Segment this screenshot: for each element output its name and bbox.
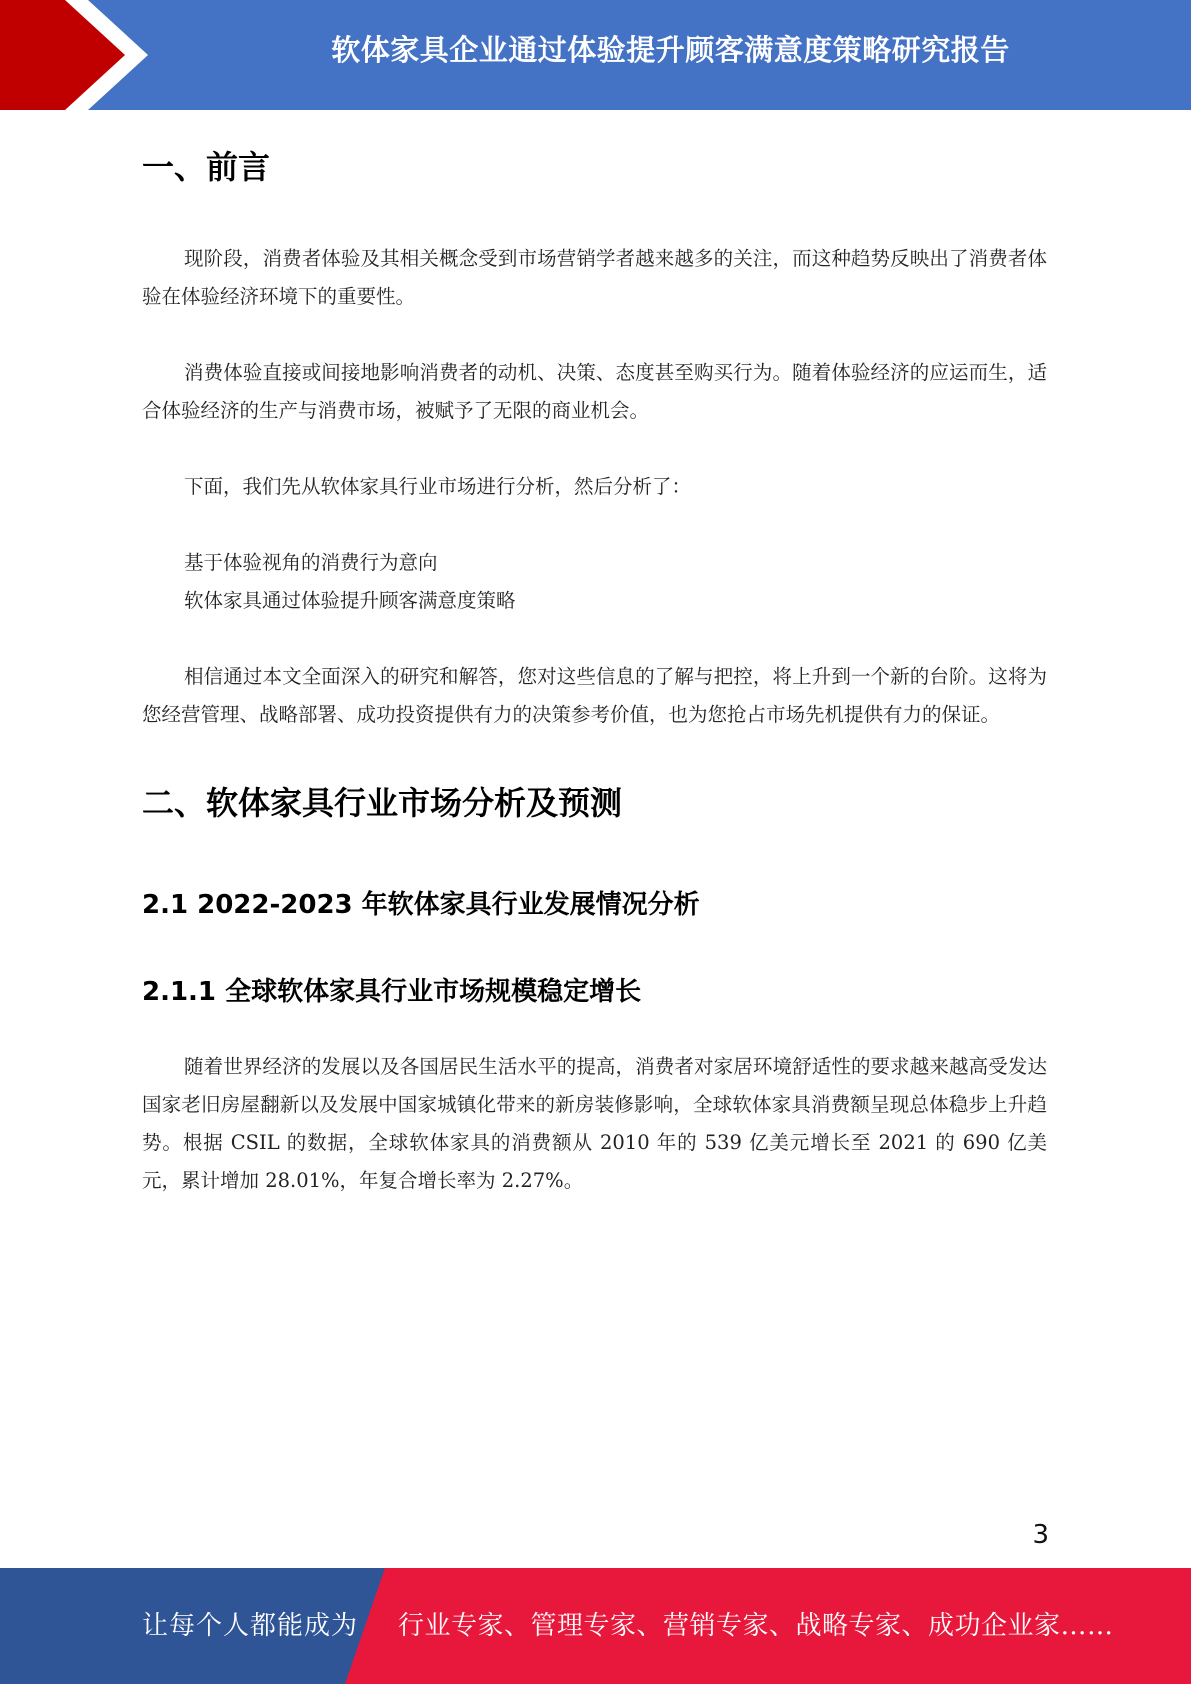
list-item: 软体家具通过体验提升顾客满意度策略 <box>184 589 516 612</box>
list-item: 基于体验视角的消费行为意向 <box>184 551 438 574</box>
paragraph: 相信通过本文全面深入的研究和解答，您对这些信息的了解与把控，将上升到一个新的台阶。这将为您经营管理、战略部署、成功投资提供有力的决策参考价值，也为您抢占市场先机提供有力的保证。 <box>142 665 1047 726</box>
section-heading-market-analysis: 二、软体家具行业市场分析及预测 <box>142 784 623 822</box>
section-heading-preface: 一、前言 <box>142 148 271 186</box>
paragraph: 现阶段，消费者体验及其相关概念受到市场营销学者越来越多的关注，而这种趋势反映出了消费者体验在体验经济环境下的重要性。 <box>142 247 1047 308</box>
header-banner <box>0 0 1191 110</box>
subsection-heading: 2.1 2022-2023 年软体家具行业发展情况分析 <box>142 890 700 920</box>
footer-slogan-right: 行业专家、管理专家、营销专家、战略专家、成功企业家…… <box>398 1611 1114 1641</box>
paragraph: 随着世界经济的发展以及各国居民生活水平的提高，消费者对家居环境舒适性的要求越来越高受发达国家老旧房屋翻新以及发展中国家城镇化带来的新房装修影响，全球软体家具消费额呈现总体稳步上升趋势。根据 CSIL 的数据，全球软体家具的消费额从 2010 年的 539 亿美元增长至 2021 的 690 亿美元，累计增加 28.01%，年复合增长率为 2.27%。 <box>142 1055 1047 1192</box>
red-arrow-decoration <box>0 0 160 110</box>
paragraph: 下面，我们先从软体家具行业市场进行分析，然后分析了： <box>184 475 692 498</box>
topic-list <box>142 544 1047 620</box>
main-content <box>142 120 1047 1200</box>
footer-banner <box>0 1568 1191 1684</box>
footer-slogan-left: 让每个人都能成为 <box>142 1611 359 1641</box>
subsubsection-heading: 2.1.1 全球软体家具行业市场规模稳定增长 <box>142 977 642 1007</box>
paragraph: 消费体验直接或间接地影响消费者的动机、决策、态度甚至购买行为。随着体验经济的应运而生，适合体验经济的生产与消费市场，被赋予了无限的商业机会。 <box>142 361 1047 422</box>
report-title: 软体家具企业通过体验提升顾客满意度策略研究报告 <box>331 33 1010 67</box>
page-number: 3 <box>1032 1520 1049 1550</box>
